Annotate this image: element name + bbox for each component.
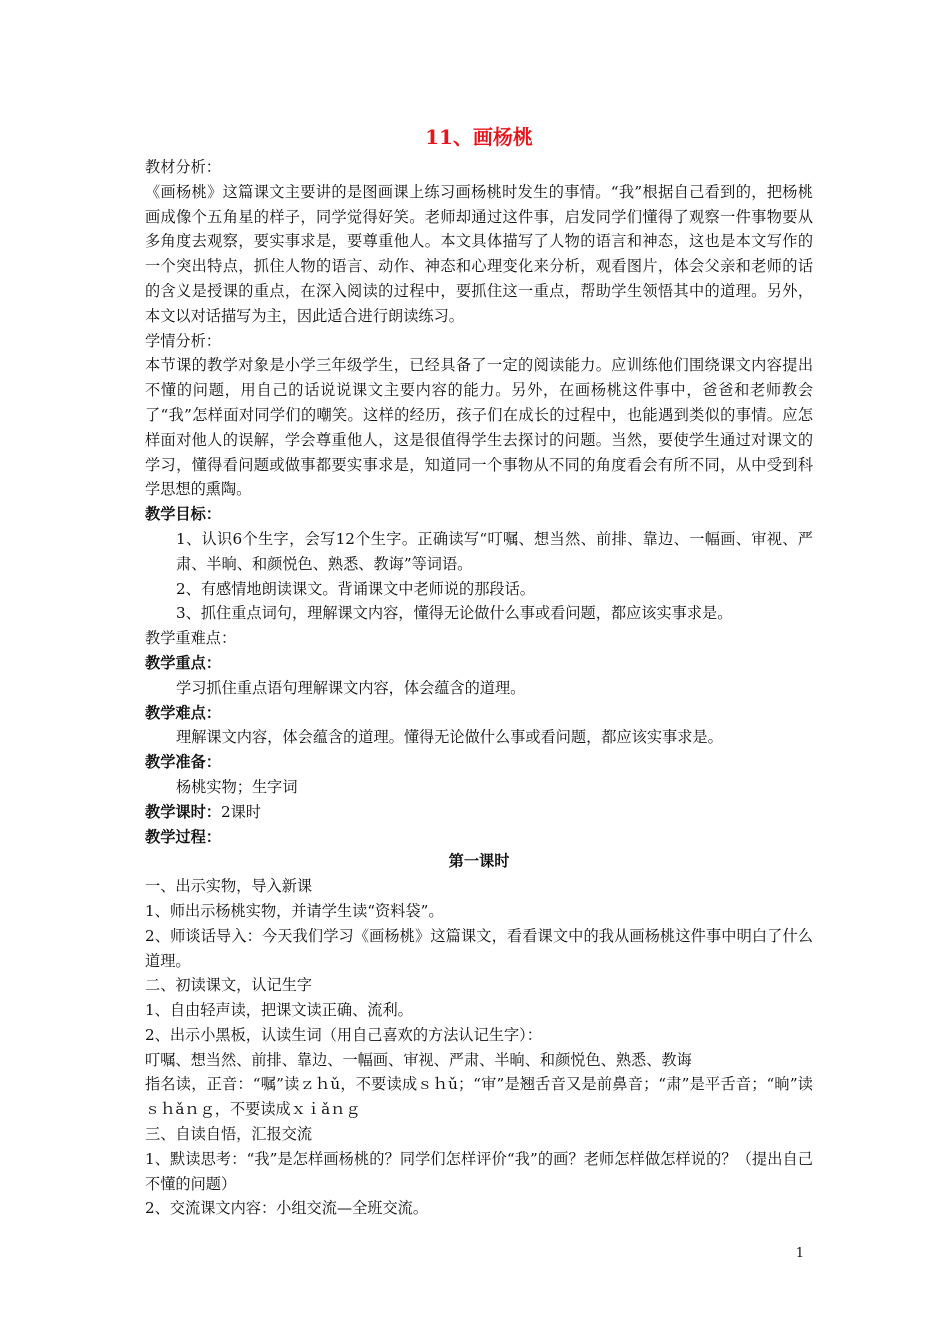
page-number: 1 <box>795 1246 804 1261</box>
step-2-item-2: 2、出示小黑板，认读生词（用自己喜欢的方法认记生字）： <box>145 1025 542 1044</box>
section-heading-preparation: 教学准备： <box>145 753 221 772</box>
document-page <box>145 122 813 1221</box>
step-1-item-2: 2、师谈话导入：今天我们学习《画杨桃》这篇课文，看看课文中的我从画杨桃这件事中明白了什么道理。 <box>145 926 813 970</box>
section-heading-key: 教学重点： <box>145 653 221 672</box>
goal-item-1: 1、认识6个生字，会写12个生字。正确读写“叮嘱、想当然、前排、靠边、一幅画、审视、严肃、半晌、和颜悦色、熟悉、教诲”等词语。 <box>176 529 813 573</box>
paragraph-materials: 《画杨桃》这篇课文主要讲的是图画课上练习画杨桃时发生的事情。“我”根据自己看到的，把杨桃画成像个五角星的样子，同学觉得好笑。老师却通过这件事，启发同学们懂得了观察一件事物要从多角度去观察，要实事求是，要尊重他人。本文具体描写了人物的语言和神态，这也是本文写作的一个突出特点，抓住人物的语言、动作、神态和心理变化来分析，观看图片，体会父亲和老师的话的含义是授课的重点，在深入阅读的过程中，要抓住这一重点，帮助学生领悟其中的道理。另外，本文以对话描写为主，因此适合进行朗读练习。 <box>145 182 813 325</box>
pronunciation-notes: 指名读，正音：“嘱”读ｚｈǔ，不要读成ｓｈǔ；“审”是翘舌音又是前鼻音；“肃”是平舌音；“晌”读ｓｈǎｎｇ，不要读成ｘｉǎｎｇ <box>145 1075 813 1119</box>
goal-item-3: 3、抓住重点词句，理解课文内容，懂得无论做什么事或看问题，都应该实事求是。 <box>176 604 733 623</box>
lesson-time-line <box>145 800 813 825</box>
step-1-item-1: 1、师出示杨桃实物，并请学生读“资料袋”。 <box>145 901 444 920</box>
step-2-heading: 二、初读课文，认记生字 <box>145 976 313 995</box>
vocabulary-list: 叮嘱、想当然、前排、靠边、一幅画、审视、严肃、半晌、和颜悦色、熟悉、教诲 <box>145 1050 692 1069</box>
goal-item-2: 2、有感情地朗读课文。背诵课文中老师说的那段话。 <box>176 579 535 598</box>
section-heading-keypoints: 教学重难点： <box>145 629 237 648</box>
paragraph-students: 本节课的教学对象是小学三年级学生，已经具备了一定的阅读能力。应训练他们围绕课文内容提出不懂的问题，用自己的话说说课文主要内容的能力。另外，在画杨桃这件事中，爸爸和老师教会了“我”怎样面对同学们的嘲笑。这样的经历，孩子们在成长的过程中，也能遇到类似的事情。应怎样面对他人的误解，学会尊重他人，这是很值得学生去探讨的问题。当然，要使学生通过对课文的学习，懂得看问题或做事都要实事求是，知道同一个事物从不同的角度看会有所不同，从中受到科学思想的熏陶。 <box>145 356 813 499</box>
section-heading-process: 教学过程： <box>145 827 221 846</box>
section-heading-difficulty: 教学难点： <box>145 703 221 722</box>
page-title: 11、画杨桃 <box>425 125 533 149</box>
paragraph-difficulty: 理解课文内容，体会蕴含的道理。懂得无论做什么事或看问题，都应该实事求是。 <box>176 728 723 747</box>
paragraph-key: 学习抓住重点语句理解课文内容，体会蕴含的道理。 <box>176 678 526 697</box>
section-heading-goals: 教学目标： <box>145 505 221 524</box>
step-3-item-1: 1、默读思考：“我”是怎样画杨桃的？同学们怎样评价“我”的画？老师怎样做怎样说的？（提出自己不懂的问题） <box>145 1149 813 1193</box>
step-3-item-2: 2、交流课文内容：小组交流—全班交流。 <box>145 1199 429 1218</box>
paragraph-preparation: 杨桃实物；生字词 <box>176 777 298 796</box>
step-3-heading: 三、自读自悟，汇报交流 <box>145 1125 313 1144</box>
lesson-time-label: 教学课时： <box>145 802 221 821</box>
step-2-item-1: 1、自由轻声读，把课文读正确、流利。 <box>145 1001 413 1020</box>
section-heading-students: 学情分析： <box>145 331 221 350</box>
lesson-1-heading: 第一课时 <box>448 852 510 871</box>
lesson-time-value: 2课时 <box>220 802 261 821</box>
section-heading-materials: 教材分析： <box>145 158 221 176</box>
step-1-heading: 一、出示实物，导入新课 <box>145 877 313 896</box>
